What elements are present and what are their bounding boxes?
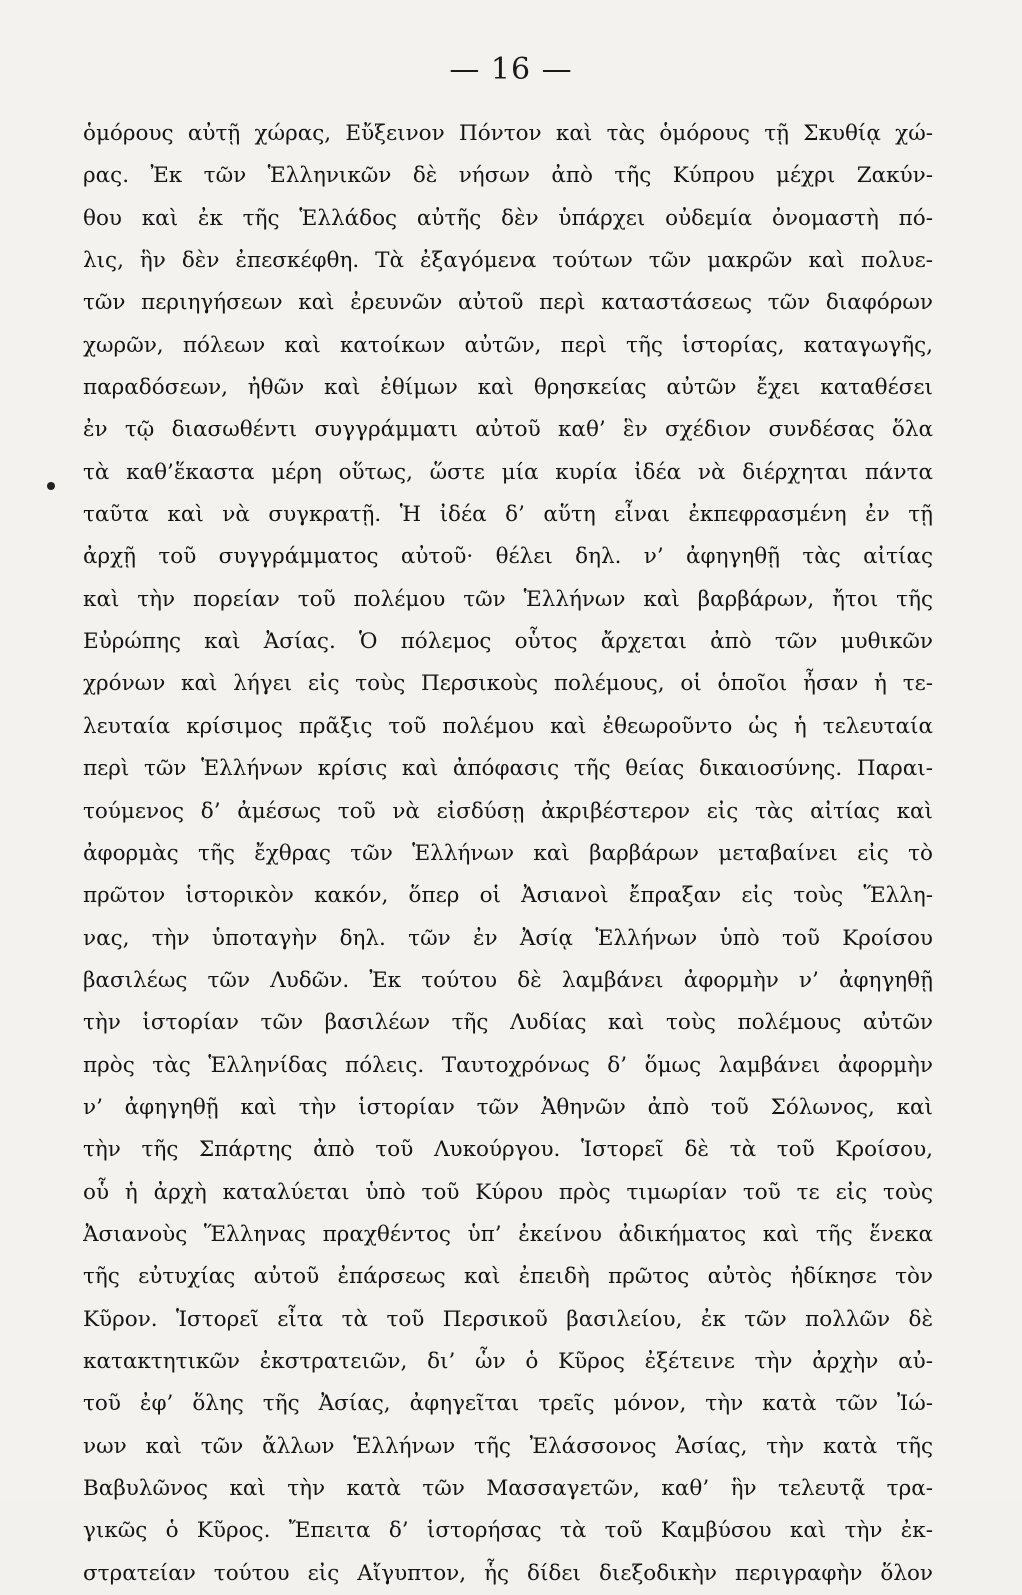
text-line: τὴν τῆς Σπάρτης ἀπὸ τοῦ Λυκούργου. Ἱστορεῖ δὲ τὰ τοῦ Κροίσου, [83, 1137, 933, 1163]
text-line: Βαβυλῶνος καὶ τὴν κατὰ τῶν Μασσαγετῶν, καθ’ ἣν τελευτᾷ τρα- [83, 1476, 933, 1501]
body-text [83, 113, 933, 1595]
text-line: παραδόσεων, ἠθῶν καὶ ἐθίμων καὶ θρησκείας αὐτῶν ἔχει καταθέσει [83, 375, 933, 401]
page-number: — 16 — [449, 52, 573, 87]
text-line: καὶ τὴν πορείαν τοῦ πολέμου τῶν Ἑλλήνων καὶ βαρβάρων, ἤτοι τῆς [83, 586, 933, 612]
text-line: τούμενος δ’ ἀμέσως τοῦ νὰ εἰσδύσῃ ἀκριβέστερον εἰς τὰς αἰτίας καὶ [83, 798, 933, 824]
text-line: ὁμόρους αὐτῇ χώρας, Εὔξεινον Πόντον καὶ τὰς ὁμόρους τῇ Σκυθίᾳ χώ- [83, 121, 933, 146]
text-line: πρῶτον ἱστορικὸν κακόν, ὅπερ οἱ Ἀσιανοὶ ἔπραξαν εἰς τοὺς Ἕλλη- [83, 883, 933, 909]
text-line: λευταία κρίσιμος πρᾶξις τοῦ πολέμου καὶ ἐθεωροῦντο ὡς ἡ τελευταία [83, 713, 933, 739]
text-line: τὴν ἱστορίαν τῶν βασιλέων τῆς Λυδίας καὶ τοὺς πολέμους αὐτῶν [83, 1010, 933, 1036]
text-line: στρατείαν τούτου εἰς Αἴγυπτον, ἧς δίδει διεξοδικὴν περιγραφὴν ὅλον [83, 1560, 933, 1586]
text-line: πρὸς τὰς Ἑλληνίδας πόλεις. Ταυτοχρόνως δ’ ὅμως λαμβάνει ἀφορμὴν [83, 1052, 933, 1078]
text-line: ρας. Ἐκ τῶν Ἑλληνικῶν δὲ νήσων ἀπὸ τῆς Κύπρου μέχρι Ζακύν- [83, 163, 933, 189]
text-line: οὗ ἡ ἀρχὴ καταλύεται ὑπὸ τοῦ Κύρου πρὸς τιμωρίαν τοῦ τε εἰς τοὺς [83, 1179, 933, 1205]
text-line: τοῦ ἐφ’ ὅλης τῆς Ἀσίας, ἀφηγεῖται τρεῖς μόνον, τὴν κατὰ τῶν Ἰώ- [83, 1391, 933, 1417]
text-line: ἐν τῷ διασωθέντι συγγράμματι αὐτοῦ καθ’ ἓν σχέδιον συνδέσας ὅλα [83, 417, 933, 443]
text-line: γικῶς ὁ Κῦρος. Ἔπειτα δ’ ἱστορήσας τὰ τοῦ Καμβύσου καὶ τὴν ἐκ- [83, 1518, 933, 1544]
text-line: τὰ καθ’ἕκαστα μέρη οὕτως, ὥστε μία κυρία ἰδέα νὰ διέρχηται πάντα [83, 459, 933, 485]
margin-mark [47, 482, 55, 490]
text-line: Εὐρώπης καὶ Ἀσίας. Ὁ πόλεμος οὗτος ἄρχεται ἀπὸ τῶν μυθικῶν [83, 629, 933, 655]
text-line: χρόνων καὶ λήγει εἰς τοὺς Περσικοὺς πολέμους, οἱ ὁποῖοι ἦσαν ἡ τε- [83, 671, 933, 697]
text-line: λις, ἣν δὲν ἐπεσκέφθη. Τὰ ἐξαγόμενα τούτων τῶν μακρῶν καὶ πολυε- [83, 248, 933, 274]
text-line: περὶ τῶν Ἑλλήνων κρίσις καὶ ἀπόφασις τῆς θείας δικαιοσύνης. Παραι- [83, 756, 933, 782]
text-line: νας, τὴν ὑποταγὴν δηλ. τῶν ἐν Ἀσίᾳ Ἑλλήνων ὑπὸ τοῦ Κροίσου [83, 925, 933, 951]
text-line: Ἀσιανοὺς Ἕλληνας πραχθέντος ὑπ’ ἐκείνου ἀδικήματος καὶ τῆς ἕνεκα [83, 1221, 933, 1247]
text-line: θου καὶ ἐκ τῆς Ἑλλάδος αὐτῆς δὲν ὑπάρχει οὐδεμία ὀνομαστὴ πό- [83, 205, 933, 231]
text-line: Κῦρον. Ἱστορεῖ εἶτα τὰ τοῦ Περσικοῦ βασιλείου, ἐκ τῶν πολλῶν δὲ [83, 1306, 933, 1332]
text-line: ταῦτα καὶ νὰ συγκρατῇ. Ἡ ἰδέα δ’ αὕτη εἶναι ἐκπεφρασμένη ἐν τῇ [83, 502, 933, 528]
text-line: τῶν περιηγήσεων καὶ ἐρευνῶν αὐτοῦ περὶ καταστάσεως τῶν διαφόρων [83, 290, 933, 316]
text-line: ἀρχῇ τοῦ συγγράμματος αὐτοῦ· θέλει δηλ. ν’ ἀφηγηθῇ τὰς αἰτίας [83, 544, 933, 570]
text-line: νων καὶ τῶν ἄλλων Ἑλλήνων τῆς Ἐλάσσονος Ἀσίας, τὴν κατὰ τῆς [83, 1433, 933, 1459]
text-line: χωρῶν, πόλεων καὶ κατοίκων αὐτῶν, περὶ τῆς ἱστορίας, καταγωγῆς, [83, 332, 933, 358]
text-line: βασιλέως τῶν Λυδῶν. Ἐκ τούτου δὲ λαμβάνει ἀφορμὴν ν’ ἀφηγηθῇ [83, 967, 933, 993]
text-line: τῆς εὐτυχίας αὐτοῦ ἐπάρσεως καὶ ἐπειδὴ πρῶτος αὐτὸς ἠδίκησε τὸν [83, 1264, 933, 1290]
text-line: ν’ ἀφηγηθῇ καὶ τὴν ἱστορίαν τῶν Ἀθηνῶν ἀπὸ τοῦ Σόλωνος, καὶ [83, 1094, 933, 1120]
text-line: κατακτητικῶν ἐκστρατειῶν, δι’ ὧν ὁ Κῦρος ἐξέτεινε τὴν ἀρχὴν αὐ- [83, 1348, 933, 1374]
text-line: ἀφορμὰς τῆς ἔχθρας τῶν Ἑλλήνων καὶ βαρβάρων μεταβαίνει εἰς τὸ [83, 840, 933, 866]
